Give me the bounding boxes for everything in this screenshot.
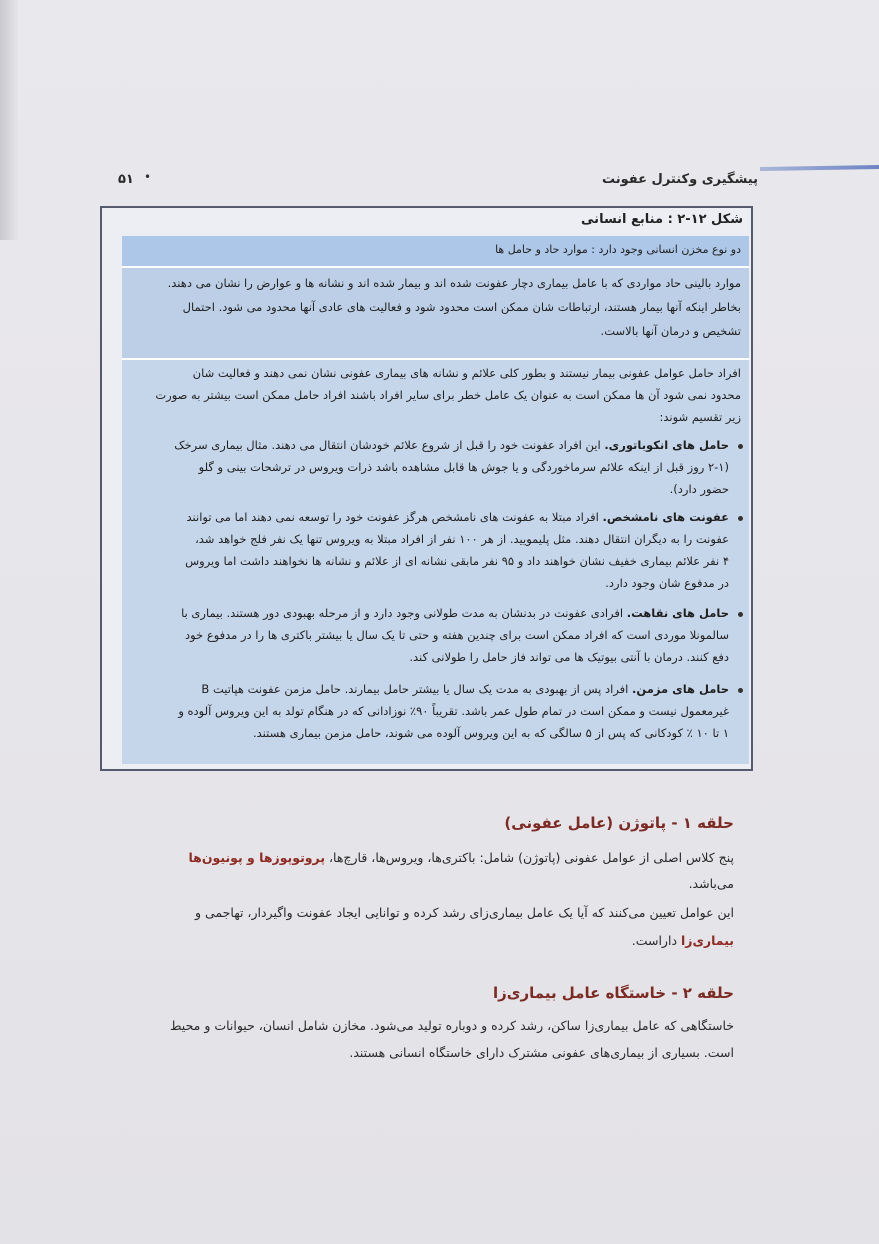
figure-content xyxy=(122,236,749,764)
figure-subheading-band xyxy=(122,236,749,268)
header-title: پیشگیری وکنترل عفونت xyxy=(602,172,758,187)
section2-line2: است. بسیاری از بیماری‌های عفونی مشترک دارای خاستگاه انسانی هستند. xyxy=(349,1045,734,1060)
bullet-line: افراد پس از بهبودی به مدت یک سال یا بیشتر حامل بیمارند. حامل مزمن عفونت هپاتیت B xyxy=(201,682,629,696)
bullet-subclinical xyxy=(128,510,743,590)
bullet-line: ۱ تا ۱۰ ٪ کودکانی که پس از ۵ سالگی که به این ویروس آلوده می شوند، حامل مزمن بیماری هستند. xyxy=(252,726,729,740)
bullet-line: (۲-۱ روز قبل از اینکه علائم سرماخوردگی و یا جوش ها قابل مشاهده باشد ذرات ویروس در ترشحات بینی و گلو xyxy=(198,460,729,474)
bullet-line: غیرمعمول نیست و ممکن است در تمام طول عمر باشد. تقریباً ۹۰٪ نوزادانی که در هنگام تولد به این ویروس آلوده و xyxy=(178,704,729,718)
header-accent-rule xyxy=(760,165,879,171)
acute-cases-section xyxy=(122,268,749,360)
bullet-line: این افراد عفونت خود را قبل از شروع علائم خودشان انتقال می دهند. مثال بیماری سرخک xyxy=(174,438,601,452)
section1-highlight: پروتوپوزها و پونیون‌ها xyxy=(188,850,326,865)
bullet-dot xyxy=(738,612,743,617)
carrier-line: زیر تقسیم شوند: xyxy=(659,410,741,424)
bullet-convalescent xyxy=(128,606,743,666)
section2-heading: حلقه ۲ - خاستگاه عامل بیماری‌زا xyxy=(492,984,734,1002)
bullet-line: افرادی عفونت در بدنشان به مدت طولانی وجود دارد و از مرحله بهبودی دور هستند. بیماری با xyxy=(181,606,624,620)
carrier-line: افراد حامل عوامل عفونی بیمار نیستند و بطور کلی علائم و نشانه های بیماری عفونی نشان نمی دهند و فعالیت شان xyxy=(192,366,741,380)
section2-line1: خاستگاهی که عامل بیماری‌زا ساکن، رشد کرده و دوباره تولید می‌شود. مخازن شامل انسان، حیوانات و محیط xyxy=(169,1018,734,1033)
figure-title: شکل ۱۲-۲ : منابع انسانی xyxy=(581,212,743,227)
figure-box xyxy=(100,206,753,771)
bullet-line: سالمونلا موردی است که افراد ممکن است برای چندین هفته و حتی تا یک سال یا بیشتر باکتری ها را در مدفوع خود xyxy=(185,628,729,642)
bullet-dot xyxy=(738,444,743,449)
bullet-term: حامل های انکوباتوری. xyxy=(604,438,729,452)
section1-paragraph1-line1 xyxy=(188,850,734,865)
section1-highlight: بیماری‌زا xyxy=(680,933,734,948)
bullet-chronic xyxy=(128,682,743,742)
page-number: ۵۱ xyxy=(118,172,134,187)
bullet-line: ۴ نفر علائم بیماری خفیف نشان خواهند داد و ۹۵ نفر مابقی نشانه ای از علائم و نشانه ها نخواهند داشت اما ویروس xyxy=(185,554,729,568)
bullet-line: عفونت را به دیگران انتقال دهند. مثل پلیمویید. از هر ۱۰۰ نفر از افراد مبتلا به ویروس تنها یک نفر فلج خواهد شد، xyxy=(195,532,729,546)
carriers-section xyxy=(122,360,749,764)
bullet-term: عفونت های نامشخص. xyxy=(602,510,729,524)
bullet-incubatory xyxy=(128,438,743,498)
section1-text: داراست. xyxy=(631,933,681,948)
section1-paragraph1-line2: می‌باشد. xyxy=(688,876,734,891)
bullet-term: حامل های نقاهت. xyxy=(626,606,729,620)
section1-text: پنج کلاس اصلی از عوامل عفونی (پاتوژن) شامل: باکتری‌ها، ویروس‌ها، قارچ‌ها، xyxy=(325,850,734,865)
header-separator: • xyxy=(144,170,152,184)
bullet-term: حامل های مزمن. xyxy=(632,682,729,696)
carrier-line: محدود نمی شود آن ها ممکن است به عنوان یک عامل خطر برای سایر افراد باشند افراد حامل ممکن است بیشتر به صورت xyxy=(155,388,741,402)
section1-paragraph2-line2 xyxy=(632,933,734,948)
section1-heading: حلقه ۱ - پاتوژن (عامل عفونی) xyxy=(504,814,734,832)
bullet-line: در مدفوع شان وجود دارد. xyxy=(605,576,729,590)
bullet-dot xyxy=(738,688,743,693)
acute-line: موارد بالینی حاد مواردی که با عامل بیماری دچار عفونت شده اند و بیمار شده اند و نشانه ها و عوارض را نشان می دهند. xyxy=(167,276,741,290)
bullet-line: حضور دارد). xyxy=(669,482,729,496)
bullet-dot xyxy=(738,516,743,521)
page-edge-shadow xyxy=(0,0,18,240)
section1-paragraph2-line1: این عوامل تعیین می‌کنند که آیا یک عامل بیماری‌زای رشد کرده و توانایی ایجاد عفونت واگیردار، تهاجمی و xyxy=(195,905,734,920)
bullet-line: افراد مبتلا به عفونت های نامشخص هرگز عفونت خود را توسعه نمی دهند اما می توانند xyxy=(186,510,599,524)
running-header xyxy=(118,170,758,194)
bullet-line: دفع کنند. درمان با آنتی بیوتیک ها می تواند فاز حامل را طولانی کند. xyxy=(409,650,729,664)
figure-subheading: دو نوع مخزن انسانی وجود دارد : موارد حاد و حامل ها xyxy=(495,243,741,256)
acute-line: تشخیص و درمان آنها بالاست. xyxy=(600,324,741,338)
acute-line: بخاطر اینکه آنها بیمار هستند، ارتباطات شان ممکن است محدود شود و فعالیت های عادی آنها محدود می شود. احتمال xyxy=(182,300,741,314)
